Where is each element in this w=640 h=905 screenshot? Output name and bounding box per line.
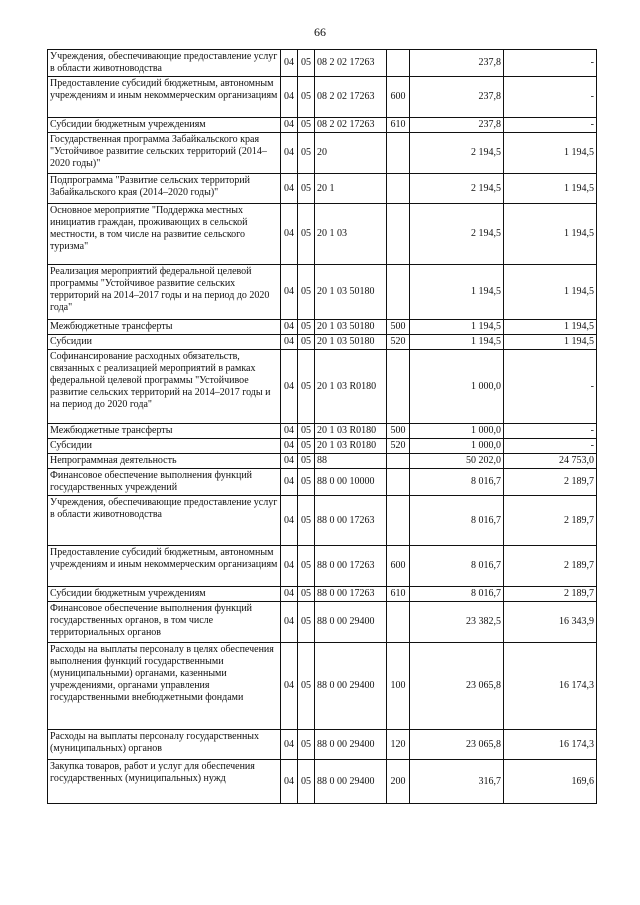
row-name: Финансовое обеспечение выполнения функций государственных органов, в том числе территориальных органов	[48, 602, 281, 643]
table-row	[48, 643, 597, 730]
row-vr: 610	[387, 587, 410, 602]
row-pr: 05	[298, 602, 315, 643]
row-sum-2: 2 189,7	[504, 546, 597, 587]
row-vr	[387, 204, 410, 265]
row-csr: 88 0 00 17263	[315, 587, 387, 602]
row-rz: 04	[281, 602, 298, 643]
table-body	[48, 50, 597, 804]
row-csr: 20 1 03 50180	[315, 320, 387, 335]
row-vr: 600	[387, 77, 410, 118]
row-name: Расходы на выплаты персоналу в целях обеспечения выполнения функций государственными (муниципальными) органами, казенными учреждениями, органами управления государственными внебюджетными фондами	[48, 643, 281, 730]
row-sum-2: 2 189,7	[504, 469, 597, 496]
row-name: Софинансирование расходных обязательств, связанных с реализацией мероприятий в рамках федеральной целевой программы "Устойчивое развитие сельских территорий на 2014–2017 годы и на период до 2020 года"	[48, 350, 281, 424]
row-pr: 05	[298, 454, 315, 469]
row-vr	[387, 50, 410, 77]
row-sum-2: 16 174,3	[504, 643, 597, 730]
row-sum-2: 24 753,0	[504, 454, 597, 469]
row-name: Межбюджетные трансферты	[48, 320, 281, 335]
table-row	[48, 496, 597, 546]
row-csr: 20	[315, 133, 387, 174]
row-sum-1: 1 000,0	[410, 424, 504, 439]
table-row	[48, 587, 597, 602]
row-sum-2: 169,6	[504, 760, 597, 804]
row-sum-2: 2 189,7	[504, 496, 597, 546]
row-rz: 04	[281, 133, 298, 174]
row-name: Субсидии бюджетным учреждениям	[48, 118, 281, 133]
row-csr: 20 1 03 R0180	[315, 424, 387, 439]
row-pr: 05	[298, 730, 315, 760]
row-sum-2: 16 343,9	[504, 602, 597, 643]
row-rz: 04	[281, 760, 298, 804]
row-vr: 500	[387, 424, 410, 439]
row-rz: 04	[281, 335, 298, 350]
row-sum-1: 1 000,0	[410, 350, 504, 424]
table-row	[48, 118, 597, 133]
table-row	[48, 424, 597, 439]
row-vr: 500	[387, 320, 410, 335]
row-vr: 200	[387, 760, 410, 804]
table-row	[48, 335, 597, 350]
row-pr: 05	[298, 133, 315, 174]
row-pr: 05	[298, 760, 315, 804]
row-sum-1: 1 194,5	[410, 335, 504, 350]
row-pr: 05	[298, 643, 315, 730]
row-name: Государственная программа Забайкальского края "Устойчивое развитие сельских территорий (2014–2020 годы)"	[48, 133, 281, 174]
row-csr: 08 2 02 17263	[315, 50, 387, 77]
row-sum-2: -	[504, 118, 597, 133]
row-csr: 08 2 02 17263	[315, 77, 387, 118]
table-row	[48, 602, 597, 643]
row-csr: 08 2 02 17263	[315, 118, 387, 133]
row-vr	[387, 469, 410, 496]
row-name: Субсидии бюджетным учреждениям	[48, 587, 281, 602]
row-csr: 20 1 03 R0180	[315, 350, 387, 424]
row-vr	[387, 133, 410, 174]
row-csr: 88 0 00 29400	[315, 602, 387, 643]
row-pr: 05	[298, 265, 315, 320]
row-sum-2: -	[504, 77, 597, 118]
row-csr: 20 1 03	[315, 204, 387, 265]
row-vr: 100	[387, 643, 410, 730]
row-rz: 04	[281, 265, 298, 320]
row-csr: 88 0 00 17263	[315, 496, 387, 546]
row-sum-2: 16 174,3	[504, 730, 597, 760]
table-row	[48, 50, 597, 77]
row-csr: 88 0 00 10000	[315, 469, 387, 496]
row-vr: 520	[387, 439, 410, 454]
row-rz: 04	[281, 174, 298, 204]
row-pr: 05	[298, 496, 315, 546]
row-vr	[387, 265, 410, 320]
row-name: Учреждения, обеспечивающие предоставление услуг в области животноводства	[48, 50, 281, 77]
table-row	[48, 546, 597, 587]
row-pr: 05	[298, 204, 315, 265]
row-sum-2: 2 189,7	[504, 587, 597, 602]
row-sum-1: 2 194,5	[410, 174, 504, 204]
row-sum-1: 1 194,5	[410, 265, 504, 320]
row-csr: 20 1 03 R0180	[315, 439, 387, 454]
row-csr: 20 1 03 50180	[315, 335, 387, 350]
row-sum-2: 1 194,5	[504, 335, 597, 350]
row-name: Основное мероприятие "Поддержка местных инициатив граждан, проживающих в сельской местности, в том числе на развитие сельского туризма"	[48, 204, 281, 265]
row-name: Предоставление субсидий бюджетным, автономным учреждениям и иным некоммерческим организациям	[48, 546, 281, 587]
row-vr: 610	[387, 118, 410, 133]
row-name: Учреждения, обеспечивающие предоставление услуг в области животноводства	[48, 496, 281, 546]
row-sum-2: -	[504, 350, 597, 424]
row-rz: 04	[281, 454, 298, 469]
row-sum-2: -	[504, 424, 597, 439]
row-pr: 05	[298, 320, 315, 335]
row-vr	[387, 602, 410, 643]
row-sum-2: 1 194,5	[504, 265, 597, 320]
row-sum-2: 1 194,5	[504, 133, 597, 174]
row-name: Подпрограмма "Развитие сельских территорий Забайкальского края (2014–2020 годы)"	[48, 174, 281, 204]
row-name: Финансовое обеспечение выполнения функций государственных учреждений	[48, 469, 281, 496]
row-pr: 05	[298, 335, 315, 350]
row-rz: 04	[281, 77, 298, 118]
row-sum-1: 8 016,7	[410, 469, 504, 496]
row-vr	[387, 174, 410, 204]
row-pr: 05	[298, 50, 315, 77]
row-sum-2: 1 194,5	[504, 204, 597, 265]
row-name: Предоставление субсидий бюджетным, автономным учреждениям и иным некоммерческим организациям	[48, 77, 281, 118]
row-rz: 04	[281, 587, 298, 602]
table-row	[48, 439, 597, 454]
row-sum-1: 1 000,0	[410, 439, 504, 454]
row-csr: 88 0 00 29400	[315, 643, 387, 730]
table-row	[48, 77, 597, 118]
table-row	[48, 133, 597, 174]
row-rz: 04	[281, 469, 298, 496]
row-rz: 04	[281, 643, 298, 730]
row-pr: 05	[298, 424, 315, 439]
row-vr: 120	[387, 730, 410, 760]
row-sum-1: 2 194,5	[410, 204, 504, 265]
row-pr: 05	[298, 118, 315, 133]
row-rz: 04	[281, 204, 298, 265]
row-rz: 04	[281, 350, 298, 424]
row-sum-2: 1 194,5	[504, 320, 597, 335]
row-rz: 04	[281, 320, 298, 335]
row-pr: 05	[298, 174, 315, 204]
row-sum-1: 8 016,7	[410, 546, 504, 587]
table-row	[48, 454, 597, 469]
table-row	[48, 174, 597, 204]
row-name: Расходы на выплаты персоналу государственных (муниципальных) органов	[48, 730, 281, 760]
row-pr: 05	[298, 350, 315, 424]
row-sum-1: 23 382,5	[410, 602, 504, 643]
row-sum-1: 237,8	[410, 118, 504, 133]
row-csr: 88 0 00 29400	[315, 760, 387, 804]
row-rz: 04	[281, 496, 298, 546]
row-sum-2: -	[504, 439, 597, 454]
row-name: Субсидии	[48, 335, 281, 350]
row-csr: 20 1 03 50180	[315, 265, 387, 320]
row-vr: 520	[387, 335, 410, 350]
row-rz: 04	[281, 118, 298, 133]
row-csr: 88 0 00 17263	[315, 546, 387, 587]
row-sum-1: 237,8	[410, 50, 504, 77]
table-row	[48, 320, 597, 335]
row-pr: 05	[298, 587, 315, 602]
row-vr: 600	[387, 546, 410, 587]
row-sum-1: 2 194,5	[410, 133, 504, 174]
row-vr	[387, 454, 410, 469]
row-vr	[387, 350, 410, 424]
table-row	[48, 204, 597, 265]
row-sum-1: 8 016,7	[410, 587, 504, 602]
row-csr: 20 1	[315, 174, 387, 204]
table-row	[48, 469, 597, 496]
row-sum-2: -	[504, 50, 597, 77]
row-csr: 88	[315, 454, 387, 469]
row-rz: 04	[281, 730, 298, 760]
row-rz: 04	[281, 439, 298, 454]
table-row	[48, 730, 597, 760]
row-sum-1: 1 194,5	[410, 320, 504, 335]
table-row	[48, 760, 597, 804]
row-pr: 05	[298, 77, 315, 118]
row-sum-1: 23 065,8	[410, 643, 504, 730]
row-csr: 88 0 00 29400	[315, 730, 387, 760]
row-sum-1: 237,8	[410, 77, 504, 118]
row-rz: 04	[281, 50, 298, 77]
row-pr: 05	[298, 439, 315, 454]
row-vr	[387, 496, 410, 546]
row-pr: 05	[298, 469, 315, 496]
row-sum-2: 1 194,5	[504, 174, 597, 204]
row-rz: 04	[281, 546, 298, 587]
row-name: Межбюджетные трансферты	[48, 424, 281, 439]
row-name: Непрограммная деятельность	[48, 454, 281, 469]
table-row	[48, 265, 597, 320]
row-sum-1: 8 016,7	[410, 496, 504, 546]
row-name: Субсидии	[48, 439, 281, 454]
table-row	[48, 350, 597, 424]
row-name: Реализация мероприятий федеральной целевой программы "Устойчивое развитие сельских территорий на 2014–2017 годы и на период до 2020 года"	[48, 265, 281, 320]
row-name: Закупка товаров, работ и услуг для обеспечения государственных (муниципальных) нужд	[48, 760, 281, 804]
row-rz: 04	[281, 424, 298, 439]
row-sum-1: 23 065,8	[410, 730, 504, 760]
page-number: 66	[314, 25, 326, 39]
row-pr: 05	[298, 546, 315, 587]
row-sum-1: 316,7	[410, 760, 504, 804]
budget-table	[47, 49, 597, 804]
row-sum-1: 50 202,0	[410, 454, 504, 469]
